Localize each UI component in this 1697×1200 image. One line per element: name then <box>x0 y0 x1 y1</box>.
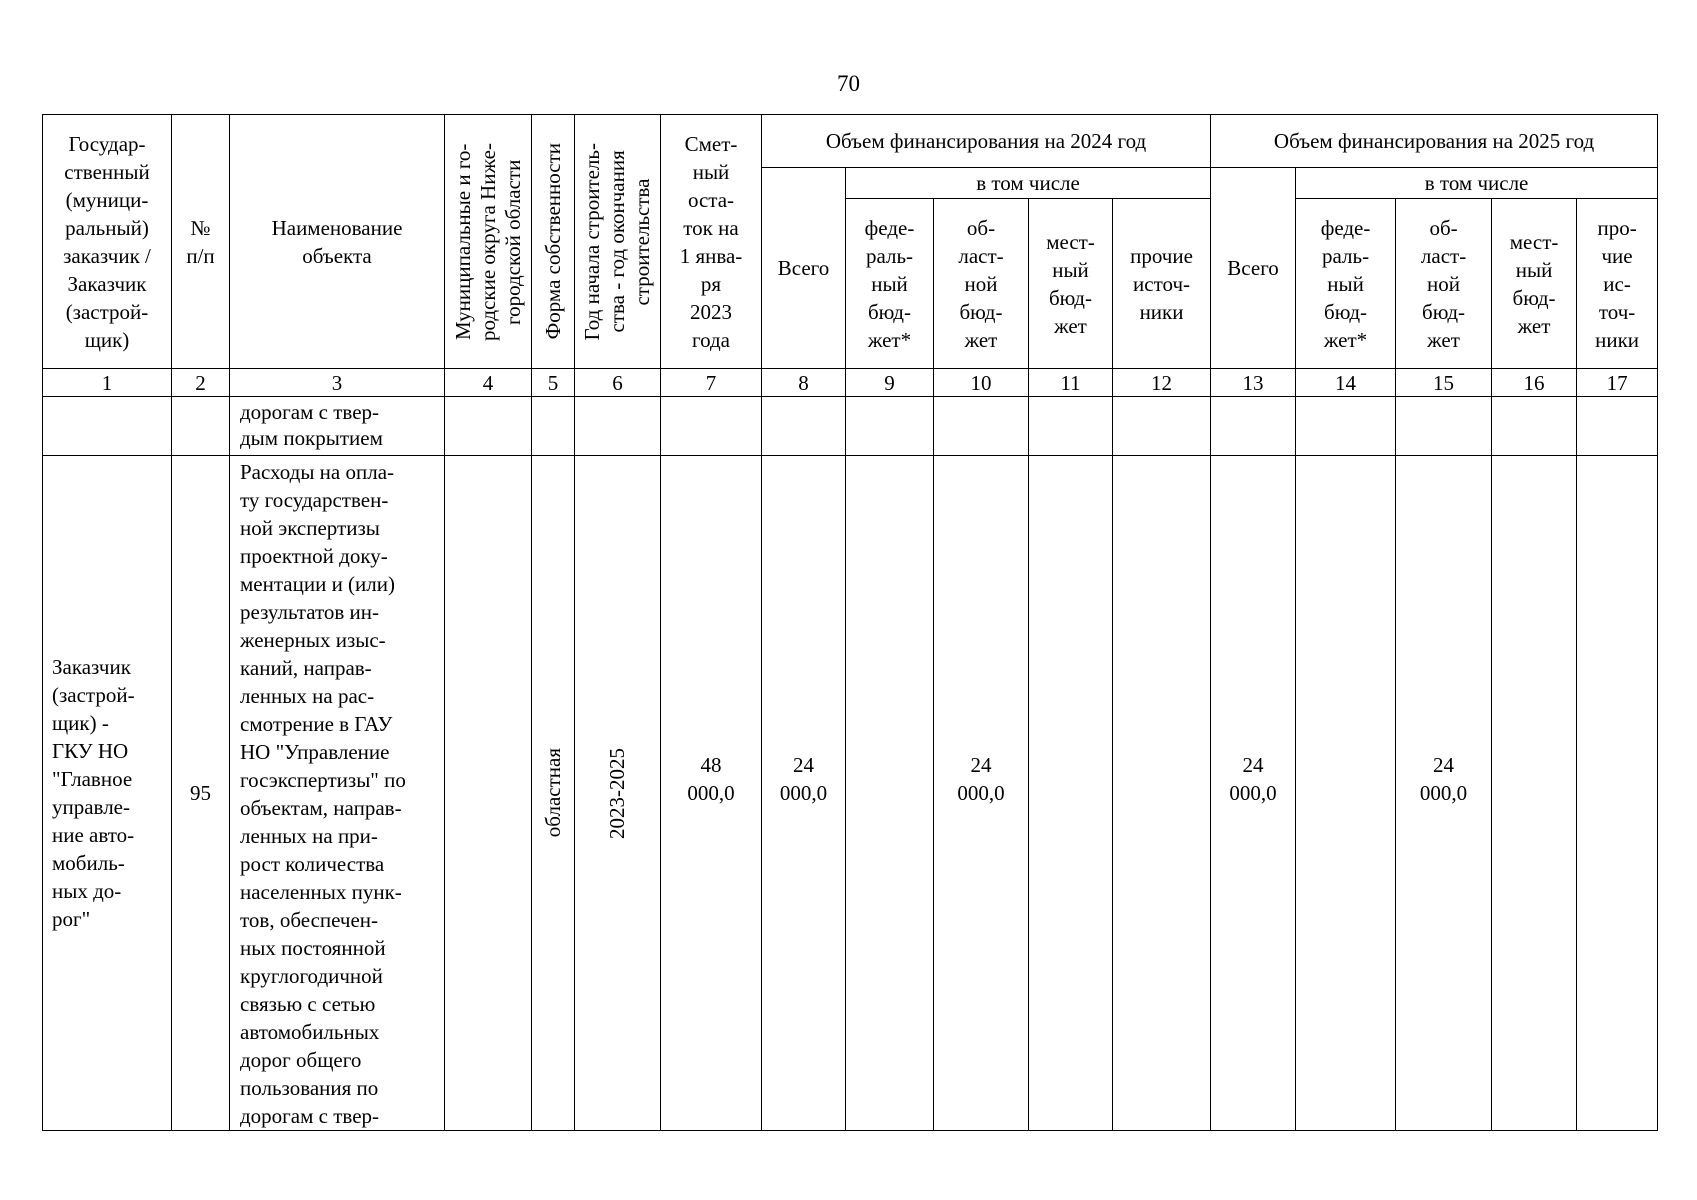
column-number: 9 <box>846 369 934 397</box>
column-number: 3 <box>230 369 445 397</box>
header-other-2025: про- чие ис- точ- ники <box>1577 199 1658 369</box>
column-number: 5 <box>532 369 575 397</box>
header-financing-2025: Объем финансирования на 2025 год <box>1211 115 1658 168</box>
header-regional-2025: об- ласт- ной бюд- жет <box>1396 199 1492 369</box>
continuation-row <box>43 397 1658 456</box>
header-row-1 <box>43 115 1658 168</box>
header-num: № п/п <box>172 115 230 369</box>
column-number: 12 <box>1113 369 1211 397</box>
row-other-2024 <box>1113 456 1211 1131</box>
row-remainder: 48 000,0 <box>661 456 762 1131</box>
row-regional-2024: 24 000,0 <box>934 456 1029 1131</box>
page-number: 70 <box>837 71 860 96</box>
column-number: 13 <box>1211 369 1296 397</box>
row-total-2024: 24 000,0 <box>762 456 846 1131</box>
header-object-name: Наименование объекта <box>230 115 445 369</box>
header-local-2025: мест- ный бюд- жет <box>1492 199 1577 369</box>
row-object-name: Расходы на опла- ту государствен- ной экспертизы проектной доку- ментации и (или) результатов ин- женерных изыс- каний, направ- ленных на рас- смотрение в ГАУ НО "Управление госэкспертизы" по объектам, направ- ленных на при- рост количества населенных пунк- тов, обеспечен- ных постоянной круглогодичной связью с сетью автомобильных дорог общего пользования по дорогам с твер- <box>230 456 445 1131</box>
header-customer: Государ- ственный (муници- pальный) заказчик / Заказчик (застрой- щик) <box>43 115 172 369</box>
column-number: 2 <box>172 369 230 397</box>
header-local-2024: мест- ный бюд- жет <box>1029 199 1113 369</box>
header-municipal: Муниципальные и го- родские округа Ниже- городской области <box>445 115 532 369</box>
header-regional-2024: об- ласт- ной бюд- жет <box>934 199 1029 369</box>
column-numbers-row <box>43 369 1658 397</box>
row-customer: Заказчик (застрой- щик) - ГКУ НО "Главное управле- ние авто- мобиль- ных до- рог" <box>43 456 172 1131</box>
row-years: 2023-2025 <box>575 456 661 1131</box>
column-number: 10 <box>934 369 1029 397</box>
header-including-2025: в том числе <box>1296 168 1658 199</box>
row-local-2024 <box>1029 456 1113 1131</box>
table-row <box>43 456 1658 1131</box>
header-total-2024: Всего <box>762 168 846 369</box>
header-including-2024: в том числе <box>846 168 1211 199</box>
header-ownership: Форма собственности <box>532 115 575 369</box>
header-total-2025: Всего <box>1211 168 1296 369</box>
column-number: 8 <box>762 369 846 397</box>
header-other-2024: прочие источ- ники <box>1113 199 1211 369</box>
column-number: 14 <box>1296 369 1396 397</box>
financing-table <box>42 114 1658 1131</box>
column-number: 11 <box>1029 369 1113 397</box>
row-municipal <box>445 456 532 1131</box>
column-number: 4 <box>445 369 532 397</box>
header-federal-2024: феде- раль- ный бюд- жет* <box>846 199 934 369</box>
row-total-2025: 24 000,0 <box>1211 456 1296 1131</box>
row-federal-2024 <box>846 456 934 1131</box>
column-number: 1 <box>43 369 172 397</box>
row-regional-2025: 24 000,0 <box>1396 456 1492 1131</box>
column-number: 7 <box>661 369 762 397</box>
row-num: 95 <box>172 456 230 1131</box>
column-number: 15 <box>1396 369 1492 397</box>
header-financing-2024: Объем финансирования на 2024 год <box>762 115 1211 168</box>
row-local-2025 <box>1492 456 1577 1131</box>
column-number: 16 <box>1492 369 1577 397</box>
row-federal-2025 <box>1296 456 1396 1131</box>
column-number: 6 <box>575 369 661 397</box>
header-years: Год начала строитель- ства - год окончания строительства <box>575 115 661 369</box>
row-ownership: областная <box>532 456 575 1131</box>
continuation-object-name: дорогам с твер- дым покрытием <box>230 397 445 456</box>
row-other-2025 <box>1577 456 1658 1131</box>
header-remainder: Смет- ный оста- ток на 1 янва- ря 2023 года <box>661 115 762 369</box>
header-federal-2025: феде- раль- ный бюд- жет* <box>1296 199 1396 369</box>
column-number: 17 <box>1577 369 1658 397</box>
